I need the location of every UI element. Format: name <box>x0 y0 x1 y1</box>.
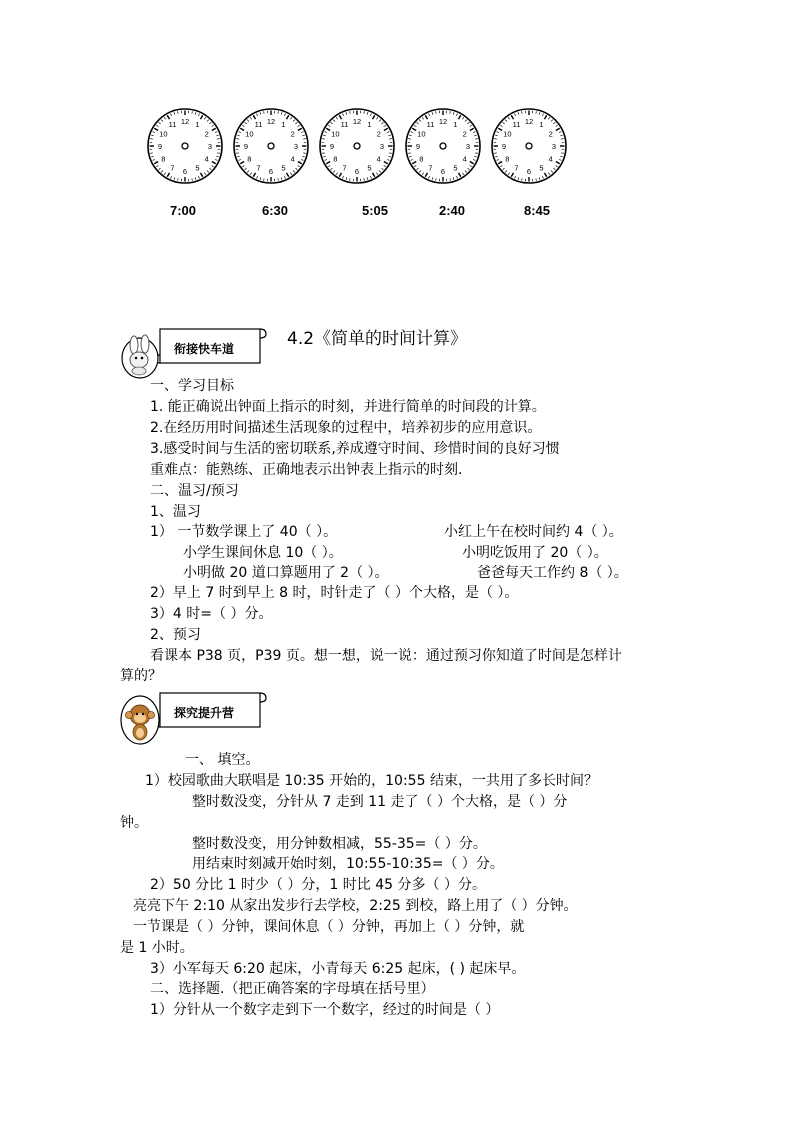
banner-title: 衔接快车道 <box>174 342 235 356</box>
clock-number: 7 <box>428 163 433 173</box>
clock-number: 1 <box>453 120 458 130</box>
clock-face <box>231 106 311 186</box>
banner-title: 探究提升营 <box>174 706 235 720</box>
clock-number: 5 <box>195 163 200 173</box>
clock-number: 9 <box>501 141 507 151</box>
clock-number: 6 <box>268 166 274 176</box>
key-points: 重难点：能熟练、正确地表示出钟表上指示的时刻. <box>150 462 463 478</box>
clock-face <box>145 106 225 186</box>
clock-number: 4 <box>548 154 553 164</box>
clock-number: 5 <box>453 163 458 173</box>
clock-number: 12 <box>180 116 190 126</box>
clock-number: 6 <box>526 166 532 176</box>
question-text: 小明吃饭用了 20（ ）。 <box>462 545 608 561</box>
clock-number: 11 <box>168 120 177 130</box>
subheading: 1、温习 <box>150 504 201 520</box>
clock-number: 4 <box>462 154 467 164</box>
question-text: 小明做 20 道口算题用了 2（ ）。 <box>183 565 389 581</box>
clock-number: 6 <box>440 166 446 176</box>
clock-number: 5 <box>539 163 544 173</box>
subheading: 2、预习 <box>150 627 201 643</box>
clock-number: 2 <box>548 129 553 139</box>
clock-number: 8 <box>505 154 510 164</box>
clock-number: 11 <box>512 120 521 130</box>
banner-bridge <box>118 323 268 381</box>
question-text: 3）4 时=（ ）分。 <box>150 606 273 622</box>
clock-number: 11 <box>254 120 263 130</box>
question-text: 小学生课间休息 10（ ）。 <box>183 545 343 561</box>
clock-number: 10 <box>417 129 426 139</box>
problem-text: 整时数没变，用分钟数相减，55-35=（ ）分。 <box>192 836 487 852</box>
problem-text: 1）分针从一个数字走到下一个数字，经过的时间是（ ） <box>150 1002 500 1018</box>
clock-number: 10 <box>245 129 254 139</box>
question-text: 爸爸每天工作约 8（ ）。 <box>477 565 628 581</box>
clock-number: 5 <box>281 163 286 173</box>
section-heading: 二、选择题.（把正确答案的字母填在括号里） <box>150 981 435 997</box>
clock-number: 11 <box>340 120 349 130</box>
problem-text: 一节课是（ ）分钟，课间休息（ ）分钟，再加上（ ）分钟，就 <box>133 919 525 935</box>
preview-text: 算的？ <box>120 668 162 684</box>
page-title: 4.2《简单的时间计算》 <box>287 329 468 349</box>
question-text: 小红上午在校时间约 4（ ）。 <box>444 524 623 540</box>
question-text: 1） 一节数学课上了 40（ ）。 <box>150 524 338 540</box>
clock-number: 1 <box>281 120 286 130</box>
problem-text: 钟。 <box>120 815 148 831</box>
section-heading: 二、温习/预习 <box>150 483 239 499</box>
preview-text: 看课本 P38 页，P39 页。想一想，说一说：通过预习你知道了时间是怎样计 <box>150 648 622 664</box>
clock-number: 2 <box>204 129 209 139</box>
clock-number: 10 <box>159 129 168 139</box>
goal-item: 3.感受时间与生活的密切联系,养成遵守时间、珍惜时间的良好习惯 <box>150 441 560 457</box>
clock-number: 2 <box>290 129 295 139</box>
clock-number: 8 <box>333 154 338 164</box>
clock-center <box>440 143 446 149</box>
section-heading: 一、学习目标 <box>150 378 234 394</box>
clock-number: 3 <box>465 141 471 151</box>
clock-number: 1 <box>195 120 200 130</box>
clock-number: 7 <box>170 163 175 173</box>
clock-number: 7 <box>256 163 261 173</box>
clock-number: 8 <box>161 154 166 164</box>
clock-face <box>489 106 569 186</box>
goal-item: 2.在经历用时间描述生活现象的过程中，培养初步的应用意识。 <box>150 420 542 436</box>
clock-center <box>354 143 360 149</box>
clock-number: 1 <box>539 120 544 130</box>
problem-text: 3）小军每天 6:20 起床，小青每天 6:25 起床，( ) 起床早。 <box>150 961 526 977</box>
banner-explore <box>118 688 268 748</box>
clock-number: 2 <box>376 129 381 139</box>
clock-number: 9 <box>243 141 249 151</box>
clock-number: 9 <box>157 141 163 151</box>
problem-text: 2）50 分比 1 时少（ ）分，1 时比 45 分多（ ）分。 <box>150 877 486 893</box>
clock-number: 12 <box>266 116 276 126</box>
clock-number: 12 <box>524 116 534 126</box>
clock-face <box>317 106 397 186</box>
problem-text: 用结束时刻减开始时刻，10:55-10:35=（ ）分。 <box>192 856 504 872</box>
clock-number: 12 <box>438 116 448 126</box>
clock-time-label: 2:40 <box>438 203 466 218</box>
clock-number: 8 <box>247 154 252 164</box>
problem-text: 1）校园歌曲大联唱是 10:35 开始的，10:55 结束，一共用了多长时间？ <box>145 773 598 789</box>
clock-number: 7 <box>342 163 347 173</box>
goal-item: 1. 能正确说出钟面上指示的时刻，并进行简单的时间段的计算。 <box>150 399 546 415</box>
clock-number: 10 <box>331 129 340 139</box>
clock-number: 6 <box>182 166 188 176</box>
problem-text: 整时数没变，分针从 7 走到 11 走了（ ）个大格，是（ ）分 <box>192 794 568 810</box>
clock-number: 11 <box>426 120 435 130</box>
problem-text: 亮亮下午 2:10 从家出发步行去学校，2:25 到校，路上用了（ ）分钟。 <box>133 898 578 914</box>
clock-number: 8 <box>419 154 424 164</box>
question-text: 2）早上 7 时到早上 8 时，时针走了（ ）个大格，是（ ）。 <box>150 585 519 601</box>
problem-text: 是 1 小时。 <box>120 940 194 956</box>
clock-number: 4 <box>376 154 381 164</box>
clock-number: 4 <box>290 154 295 164</box>
clock-number: 3 <box>207 141 213 151</box>
clock-number: 9 <box>329 141 335 151</box>
clock-time-label: 6:30 <box>261 203 289 218</box>
section-heading: 一、 填空。 <box>185 752 260 768</box>
clock-time-label: 7:00 <box>169 203 197 218</box>
clock-center <box>182 143 188 149</box>
clock-center <box>526 143 532 149</box>
clock-number: 6 <box>354 166 360 176</box>
clock-number: 3 <box>379 141 385 151</box>
clock-number: 9 <box>415 141 421 151</box>
clock-number: 7 <box>514 163 519 173</box>
clock-number: 2 <box>462 129 467 139</box>
clock-number: 10 <box>503 129 512 139</box>
clock-center <box>268 143 274 149</box>
clock-number: 3 <box>551 141 557 151</box>
clock-number: 4 <box>204 154 209 164</box>
clock-number: 12 <box>352 116 362 126</box>
clock-time-label: 8:45 <box>523 203 551 218</box>
clock-number: 1 <box>367 120 372 130</box>
clock-face <box>403 106 483 186</box>
clock-number: 3 <box>293 141 299 151</box>
clock-time-label: 5:05 <box>361 203 389 218</box>
clock-number: 5 <box>367 163 372 173</box>
